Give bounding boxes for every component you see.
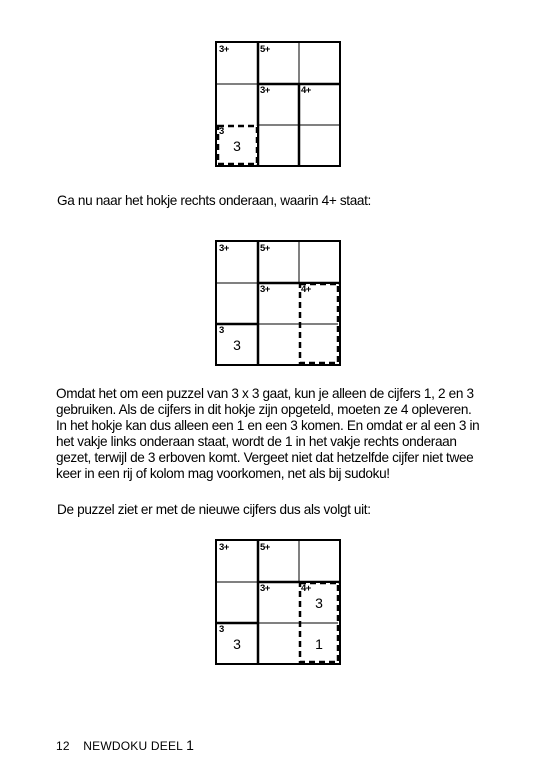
cell-r2c2 bbox=[258, 283, 298, 323]
cage-clue: 3+ bbox=[219, 44, 229, 55]
instruction-text-1: Ga nu naar het hokje rechts onderaan, waarin 4+ staat: bbox=[57, 193, 371, 208]
cell-value: 3 bbox=[233, 337, 241, 353]
explanation-line-3: In het hokje kan dus alleen een 1 en een 3 komen. En omdat er al een 3 in bbox=[56, 418, 480, 433]
instruction-text-2: De puzzel ziet er met de nieuwe cijfers dus als volgt uit: bbox=[57, 502, 371, 517]
cell-value: 3 bbox=[233, 138, 241, 154]
cage-clue: 3 bbox=[219, 325, 224, 336]
cage-clue: 4+ bbox=[301, 85, 311, 96]
cage-clue: 5+ bbox=[260, 542, 270, 553]
cage-clue: 4+ bbox=[301, 284, 311, 295]
cell-r1c2 bbox=[258, 43, 298, 83]
cell-r1c1 bbox=[217, 242, 257, 282]
cage-clue: 5+ bbox=[260, 243, 270, 254]
cage-clue: 3 bbox=[219, 624, 224, 635]
page-number: 12 bbox=[56, 739, 70, 753]
cell-r2c3 bbox=[299, 84, 339, 124]
cage-clue: 3 bbox=[219, 126, 224, 137]
cell-r2c3 bbox=[299, 582, 339, 622]
cage-clue: 3+ bbox=[219, 243, 229, 254]
puzzle-grid-2 bbox=[215, 240, 341, 366]
book-part: 1 bbox=[186, 737, 195, 753]
puzzle-grid-3 bbox=[215, 539, 341, 665]
cell-r1c1 bbox=[217, 43, 257, 83]
cell-r1c2 bbox=[258, 541, 298, 581]
cage-clue: 3+ bbox=[260, 85, 270, 96]
cell-r2c3 bbox=[299, 283, 339, 323]
explanation-line-1: Omdat het om een puzzel van 3 x 3 gaat, kun je alleen de cijfers 1, 2 en 3 bbox=[56, 386, 474, 401]
cell-r2c2 bbox=[258, 582, 298, 622]
cell-value: 1 bbox=[315, 636, 323, 652]
cell-r1c1 bbox=[217, 541, 257, 581]
cell-r3c1 bbox=[217, 623, 257, 663]
cell-r2c2 bbox=[258, 84, 298, 124]
cage-clue: 3+ bbox=[260, 583, 270, 594]
cage-clue: 3+ bbox=[219, 542, 229, 553]
page-footer bbox=[56, 737, 194, 753]
cell-r3c1 bbox=[217, 324, 257, 364]
cell-r3c3 bbox=[299, 623, 339, 663]
explanation-line-6: keer in een rij of kolom mag voorkomen, net als bij sudoku! bbox=[56, 466, 390, 481]
cage-clue: 3+ bbox=[260, 284, 270, 295]
book-title: NEWDOKU DEEL bbox=[83, 739, 183, 753]
cell-r1c2 bbox=[258, 242, 298, 282]
explanation-line-2: gebruiken. Als de cijfers in dit hokje zijn opgeteld, moeten ze 4 opleveren. bbox=[56, 402, 472, 417]
explanation-line-5: gezet, terwijl de 3 erboven komt. Vergeet niet dat hetzelfde cijfer niet twee bbox=[56, 450, 474, 465]
cell-value: 3 bbox=[233, 636, 241, 652]
cell-value: 3 bbox=[315, 595, 323, 611]
puzzle-grid-1 bbox=[215, 41, 341, 167]
explanation-line-4: het vakje links onderaan staat, wordt de 1 in het vakje rechts onderaan bbox=[56, 434, 457, 449]
cage-clue: 5+ bbox=[260, 44, 270, 55]
cage-clue: 4+ bbox=[301, 583, 311, 594]
cell-r3c1 bbox=[217, 125, 257, 165]
